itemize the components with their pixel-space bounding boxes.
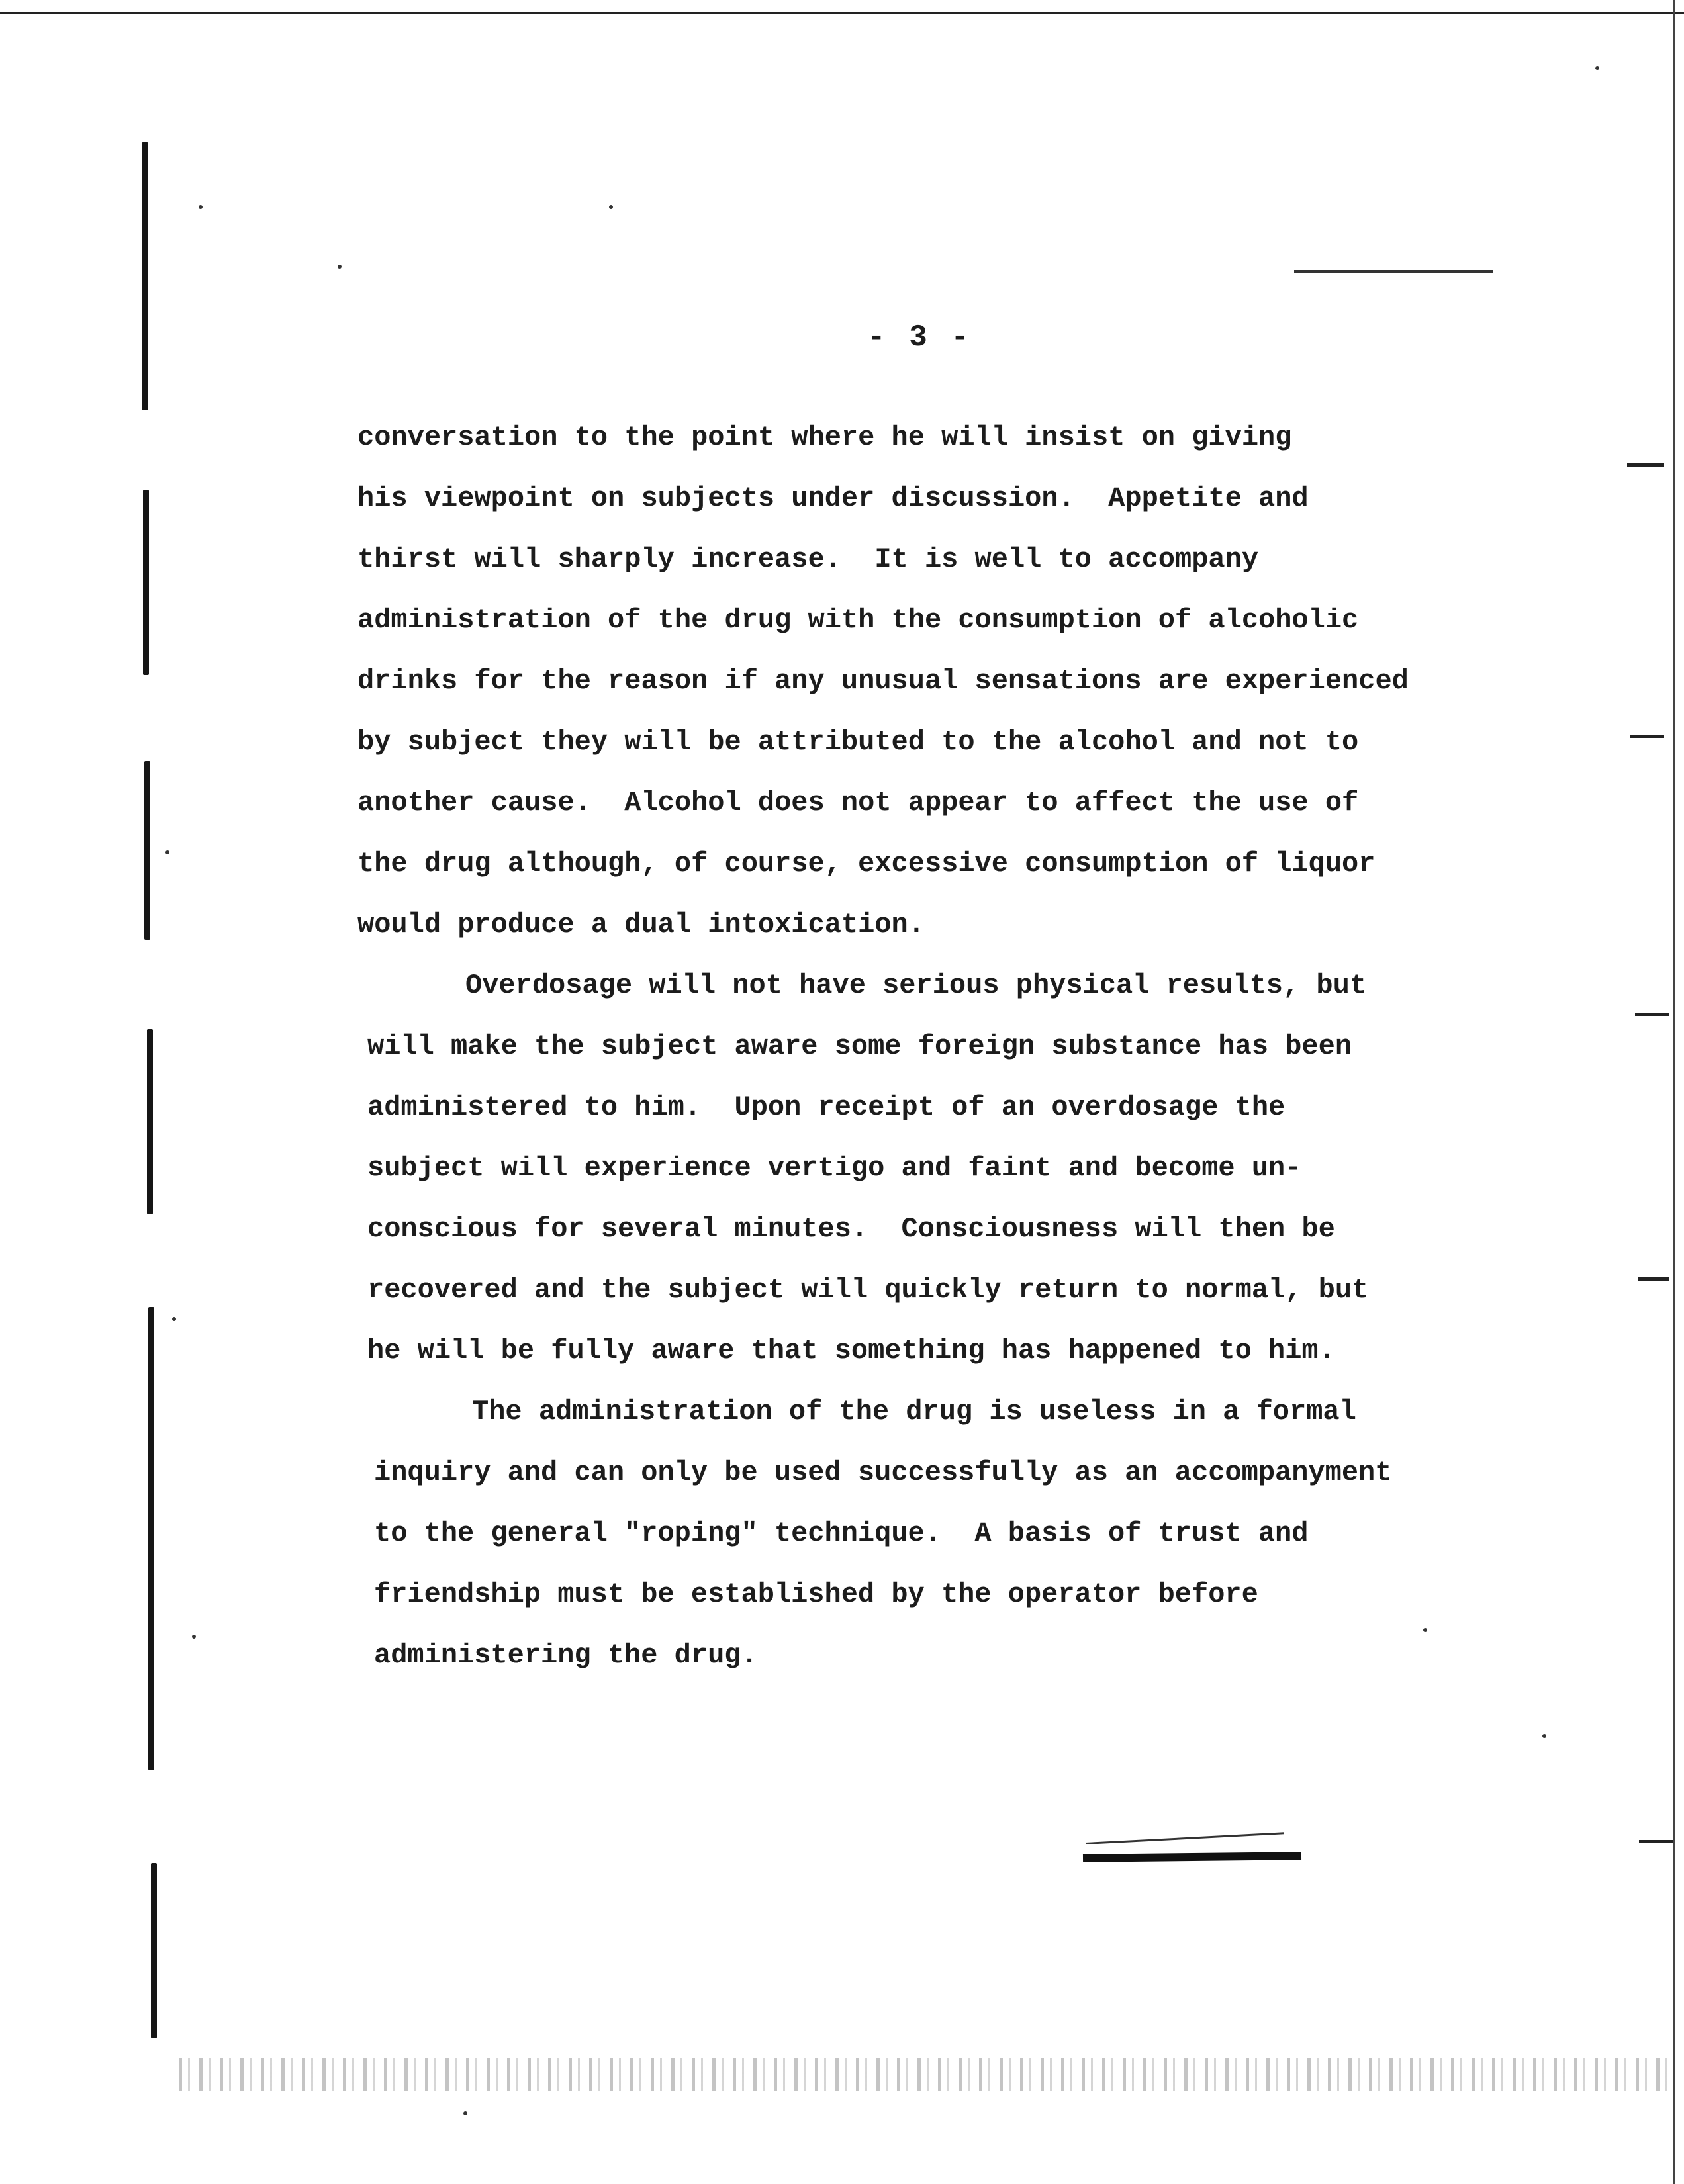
speck	[1542, 1734, 1546, 1738]
speck	[165, 850, 169, 854]
speck	[463, 2111, 467, 2115]
pen-stroke	[1086, 1832, 1284, 1844]
right-edge	[1673, 0, 1675, 2184]
text-line: conscious for several minutes. Consciousness will then be	[367, 1213, 1335, 1245]
speck	[192, 1635, 196, 1639]
text-line: he will be fully aware that something has happened to him.	[367, 1335, 1335, 1367]
margin-tick	[1630, 735, 1664, 738]
text-line: thirst will sharply increase. It is well to accompany	[357, 543, 1259, 575]
text-line: to the general "roping" technique. A basis of trust and	[374, 1518, 1309, 1549]
scan-mark	[1294, 270, 1493, 273]
margin-tick	[1639, 1840, 1673, 1843]
text-line: The administration of the drug is useless in a formal	[472, 1396, 1356, 1428]
text-line: his viewpoint on subjects under discussion. Appetite and	[357, 482, 1309, 514]
margin-tick	[1635, 1013, 1669, 1016]
text-line: will make the subject aware some foreign substance has been	[367, 1030, 1352, 1062]
margin-bar	[151, 1863, 157, 2038]
speck	[609, 205, 613, 209]
margin-bar	[148, 1307, 154, 1770]
speck	[199, 205, 203, 209]
margin-tick	[1638, 1277, 1669, 1281]
text-line: drinks for the reason if any unusual sensations are experienced	[357, 665, 1409, 697]
page-number: - 3 -	[867, 320, 972, 355]
text-line: Overdosage will not have serious physical results, but	[465, 970, 1367, 1001]
text-line: another cause. Alcohol does not appear to affect the use of	[357, 787, 1359, 819]
margin-bar	[142, 142, 148, 410]
margin-bar	[147, 1029, 153, 1214]
text-line: inquiry and can only be used successfully as an accompanyment	[374, 1457, 1392, 1488]
margin-bar	[143, 490, 149, 675]
document-body	[357, 407, 1602, 1686]
paragraph-2	[367, 955, 1602, 1381]
top-rule	[0, 12, 1684, 14]
speck	[338, 265, 342, 269]
speck	[1595, 66, 1599, 70]
text-line: the drug although, of course, excessive consumption of liquor	[357, 848, 1376, 880]
paragraph-3	[374, 1381, 1602, 1686]
text-line: friendship must be established by the operator before	[374, 1578, 1258, 1610]
paragraph-1	[357, 407, 1602, 955]
margin-tick	[1627, 463, 1664, 467]
margin-bar	[144, 761, 150, 940]
pen-stroke	[1083, 1852, 1301, 1862]
text-line: conversation to the point where he will insist on giving	[357, 422, 1292, 453]
text-line: administering the drug.	[374, 1639, 758, 1671]
speck	[172, 1317, 176, 1321]
text-line: recovered and the subject will quickly return to normal, but	[367, 1274, 1369, 1306]
text-line: administered to him. Upon receipt of an overdosage the	[367, 1091, 1286, 1123]
text-line: by subject they will be attributed to the alcohol and not to	[357, 726, 1359, 758]
text-line: subject will experience vertigo and faint and become un-	[367, 1152, 1302, 1184]
scan-noise-strip	[179, 2058, 1668, 2091]
text-line: would produce a dual intoxication.	[357, 909, 925, 940]
text-line: administration of the drug with the consumption of alcoholic	[357, 604, 1359, 636]
